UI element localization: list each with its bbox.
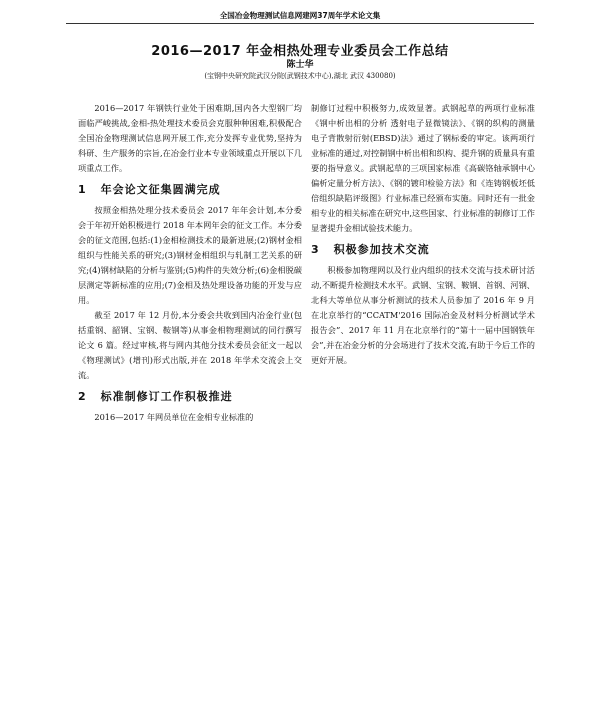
header-rule bbox=[66, 23, 534, 24]
section-1-paragraph-2: 截至 2017 年 12 月份,本分委会共收到国内冶金行业(包括重钢、韶钢、宝钢、鞍钢等)从事金相物理测试的同行撰写论文 6 篇。经过审核,将与网内其他分技术委员会征文一起以《物理测试》(增刊)形式出版,并在 2018 年学术交流会上交流。 bbox=[78, 310, 302, 380]
section-2-paragraph-continued: 制修订过程中积极努力,成效显著。武钢起草的两项行业标准《钢中析出相的分析 透射电子显微镜法》、《钢的织构的测量 电子背散射衍射(EBSD)法》通过了钢标委的审定。该两项行业标准的通过,对控制钢中析出相和织构、提升钢的质量具有重要的指导意义。武钢起草的三项国家标准《高碳铬轴承钢中心偏析定量分析方法》、《钢的镀印检验方法》和《连铸钢板坯低倍组织缺陷评级图》行业标准已经颁布实施。同时还有一批金相专业的相关标准在研究中,这些国家、行业标准的制修订工作显著提升金相试验技术能力。 bbox=[311, 103, 535, 233]
section-number: 1 bbox=[78, 183, 87, 196]
section-number: 3 bbox=[311, 243, 320, 256]
left-column bbox=[78, 101, 302, 425]
section-1-heading bbox=[78, 183, 302, 197]
author: 陈士华 bbox=[286, 60, 314, 70]
running-header: 全国冶金物理测试信息网建网37周年学术论文集 bbox=[219, 11, 381, 20]
section-title: 积极参加技术交流 bbox=[333, 243, 430, 256]
section-number: 2 bbox=[78, 390, 87, 403]
intro-paragraph: 2016—2017 年钢铁行业处于困难期,国内各大型钢厂均面临严峻挑战,金相-热处理技术委员会克服种种困难,积极配合全国冶金物理测试信息网开展工作,充分发挥专业优势,坚持为科研、生产服务的宗旨,在冶金行业本专业领域重点开展以下几项重点工作。 bbox=[78, 103, 302, 173]
section-3-paragraph-1: 积极参加物理网以及行业内组织的技术交流与技术研讨活动,不断提升检测技术水平。武钢、宝钢、鞍钢、首钢、河钢、北科大等单位从事分析测试的技术人员参加了 2016 年 9 月在北京举行的“CCATM'2016 国际冶金及材料分析测试学术报告会”、2017 年 11 月在北京举行的“第十一届中国钢铁年会”,并在冶金分析的分会场进行了技术交流,有助于今后工作的更好开展。 bbox=[311, 265, 535, 365]
section-title: 年会论文征集圆满完成 bbox=[100, 183, 221, 196]
section-2-heading bbox=[78, 390, 302, 404]
paper-title: 2016—2017 年金相热处理专业委员会工作总结 bbox=[151, 44, 449, 59]
affiliation: (宝钢中央研究院武汉分院(武钢技术中心),湖北 武汉 430080) bbox=[204, 72, 396, 80]
section-1-paragraph-1: 按照金相热处理分技术委员会 2017 年年会计划,本分委会于年初开始积极进行 2018 年本网年会的征文工作。本分委会的征文范围,包括:(1)金相检测技术的最新进展;(2)钢材金相组织与性能关系的研究;(3)钢材金相组织与轧制工艺关系的研究;(4)钢材缺陷的分析与鉴别;(5)构件的失效分析;(6)金相脱碳层测定等新标准的应用;(7)金相及热处理设备功能的开发与应用。 bbox=[78, 205, 302, 305]
section-3-heading bbox=[311, 243, 535, 257]
section-title: 标准制修订工作积极推进 bbox=[100, 390, 233, 403]
right-column bbox=[311, 101, 535, 368]
section-2-paragraph-1: 2016—2017 年网员单位在金相专业标准的 bbox=[94, 412, 254, 422]
